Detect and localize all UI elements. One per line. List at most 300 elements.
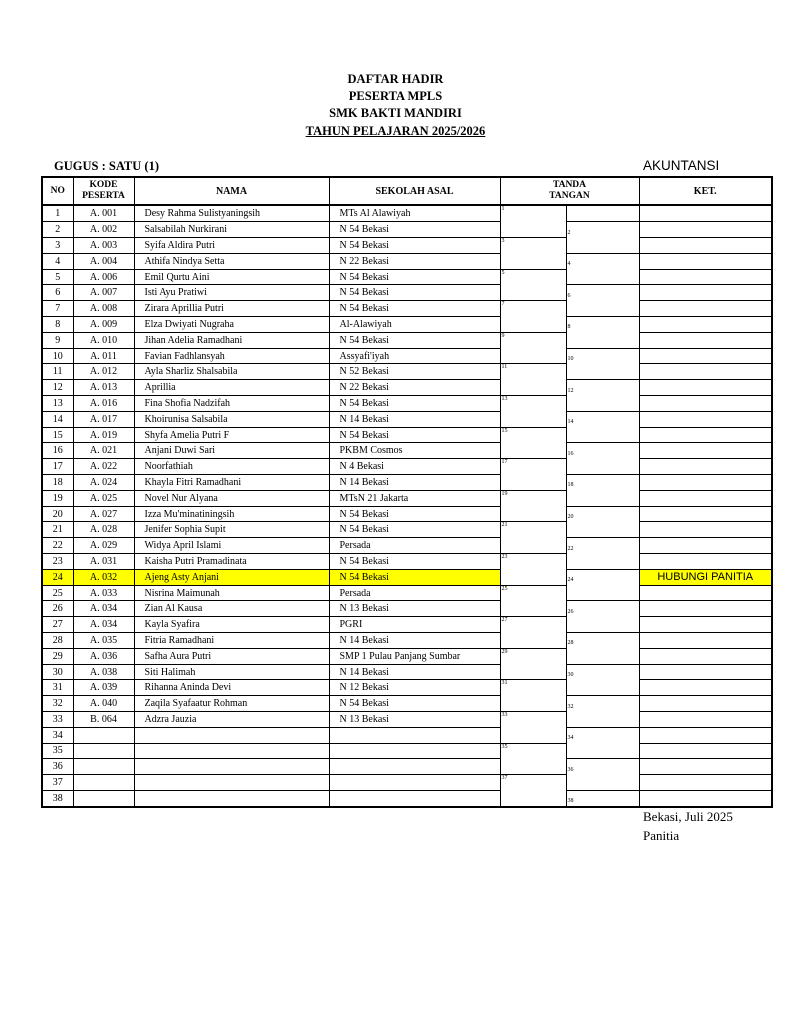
row-ket bbox=[639, 443, 772, 459]
row-sekolah: N 54 Bekasi bbox=[329, 506, 500, 522]
row-kode bbox=[73, 759, 134, 775]
row-kode: A. 035 bbox=[73, 633, 134, 649]
row-no: 33 bbox=[42, 712, 73, 728]
row-nama: Khoirunisa Salsabila bbox=[134, 411, 329, 427]
signature-cell-left bbox=[500, 633, 566, 649]
row-sekolah: N 12 Bekasi bbox=[329, 680, 500, 696]
signature-cell-right bbox=[566, 238, 639, 254]
row-ket: HUBUNGI PANITIA bbox=[639, 569, 772, 585]
row-nama: Ayla Sharliz Shalsabila bbox=[134, 364, 329, 380]
row-sekolah: N 54 Bekasi bbox=[329, 332, 500, 348]
row-sekolah: N 13 Bekasi bbox=[329, 712, 500, 728]
row-kode: A. 024 bbox=[73, 475, 134, 491]
row-kode: A. 028 bbox=[73, 522, 134, 538]
row-kode: A. 021 bbox=[73, 443, 134, 459]
row-kode: A. 003 bbox=[73, 238, 134, 254]
row-ket bbox=[639, 743, 772, 759]
signature-cell-left bbox=[500, 348, 566, 364]
signature-cell-left: 37 bbox=[500, 775, 566, 791]
signature-cell-left bbox=[500, 506, 566, 522]
row-no: 38 bbox=[42, 790, 73, 807]
row-no: 21 bbox=[42, 522, 73, 538]
signature-cell-left: 3 bbox=[500, 238, 566, 254]
table-row bbox=[42, 364, 772, 380]
table-row bbox=[42, 411, 772, 427]
row-no: 14 bbox=[42, 411, 73, 427]
row-ket bbox=[639, 522, 772, 538]
row-nama: Anjani Duwi Sari bbox=[134, 443, 329, 459]
row-ket bbox=[639, 317, 772, 333]
row-nama: Safha Aura Putri bbox=[134, 648, 329, 664]
table-row bbox=[42, 601, 772, 617]
row-kode: A. 040 bbox=[73, 696, 134, 712]
signature-cell-left: 7 bbox=[500, 301, 566, 317]
row-no: 18 bbox=[42, 475, 73, 491]
row-kode: A. 017 bbox=[73, 411, 134, 427]
row-ket bbox=[639, 712, 772, 728]
title-line-3: SMK BAKTI MANDIRI bbox=[329, 106, 462, 120]
row-no: 12 bbox=[42, 380, 73, 396]
row-sekolah: N 22 Bekasi bbox=[329, 253, 500, 269]
row-nama: Fitria Ramadhani bbox=[134, 633, 329, 649]
jurusan-label: AKUNTANSI bbox=[643, 158, 720, 173]
title-line-2: PESERTA MPLS bbox=[348, 89, 443, 103]
col-sekolah: SEKOLAH ASAL bbox=[329, 177, 500, 205]
row-nama: Rihanna Aninda Devi bbox=[134, 680, 329, 696]
row-ket bbox=[639, 269, 772, 285]
row-no: 29 bbox=[42, 648, 73, 664]
row-sekolah: N 54 Bekasi bbox=[329, 427, 500, 443]
row-kode: A. 029 bbox=[73, 538, 134, 554]
signature-cell-right bbox=[566, 712, 639, 728]
row-ket bbox=[639, 617, 772, 633]
row-kode: A. 036 bbox=[73, 648, 134, 664]
table-row bbox=[42, 617, 772, 633]
signature-cell-left: 11 bbox=[500, 364, 566, 380]
row-nama: Zaqila Syafaatur Rohman bbox=[134, 696, 329, 712]
signature-cell-left bbox=[500, 790, 566, 807]
row-sekolah: N 54 Bekasi bbox=[329, 554, 500, 570]
row-nama: Ajeng Asty Anjani bbox=[134, 569, 329, 585]
signature-cell-left: 23 bbox=[500, 554, 566, 570]
table-row bbox=[42, 205, 772, 222]
row-kode: A. 032 bbox=[73, 569, 134, 585]
signature-cell-left: 9 bbox=[500, 332, 566, 348]
row-ket bbox=[639, 538, 772, 554]
table-row bbox=[42, 790, 772, 807]
row-kode: A. 006 bbox=[73, 269, 134, 285]
signature-cell-right: 16 bbox=[566, 443, 639, 459]
footer-signer: Panitia bbox=[643, 828, 680, 843]
row-kode: A. 039 bbox=[73, 680, 134, 696]
row-no: 25 bbox=[42, 585, 73, 601]
row-kode bbox=[73, 790, 134, 807]
row-ket bbox=[639, 648, 772, 664]
table-row bbox=[42, 712, 772, 728]
row-nama: Noorfathiah bbox=[134, 459, 329, 475]
row-ket bbox=[639, 696, 772, 712]
row-no: 10 bbox=[42, 348, 73, 364]
row-kode: A. 034 bbox=[73, 601, 134, 617]
signature-cell-left bbox=[500, 538, 566, 554]
signature-cell-right bbox=[566, 743, 639, 759]
row-kode: A. 038 bbox=[73, 664, 134, 680]
row-nama: Shyfa Amelia Putri F bbox=[134, 427, 329, 443]
signature-cell-right bbox=[566, 269, 639, 285]
row-nama: Zian Al Kausa bbox=[134, 601, 329, 617]
row-nama bbox=[134, 759, 329, 775]
signature-cell-left bbox=[500, 222, 566, 238]
row-ket bbox=[639, 253, 772, 269]
row-nama bbox=[134, 727, 329, 743]
signature-cell-left bbox=[500, 569, 566, 585]
row-sekolah: PKBM Cosmos bbox=[329, 443, 500, 459]
signature-cell-right bbox=[566, 585, 639, 601]
row-kode: A. 027 bbox=[73, 506, 134, 522]
row-ket bbox=[639, 364, 772, 380]
row-nama: Desy Rahma Sulistyaningsih bbox=[134, 205, 329, 222]
row-ket bbox=[639, 459, 772, 475]
row-no: 5 bbox=[42, 269, 73, 285]
row-ket bbox=[639, 490, 772, 506]
row-nama: Adzra Jauzia bbox=[134, 712, 329, 728]
signature-cell-right: 4 bbox=[566, 253, 639, 269]
row-nama bbox=[134, 790, 329, 807]
row-sekolah: PGRI bbox=[329, 617, 500, 633]
row-kode: A. 012 bbox=[73, 364, 134, 380]
row-ket bbox=[639, 727, 772, 743]
row-ket bbox=[639, 380, 772, 396]
row-sekolah: Assyafi'iyah bbox=[329, 348, 500, 364]
row-sekolah: N 54 Bekasi bbox=[329, 522, 500, 538]
row-sekolah: N 54 Bekasi bbox=[329, 222, 500, 238]
row-sekolah bbox=[329, 727, 500, 743]
title-line-1: DAFTAR HADIR bbox=[347, 72, 444, 86]
row-ket bbox=[639, 601, 772, 617]
row-ket bbox=[639, 301, 772, 317]
row-sekolah: N 13 Bekasi bbox=[329, 601, 500, 617]
col-ket: KET. bbox=[639, 177, 772, 205]
row-sekolah: N 52 Bekasi bbox=[329, 364, 500, 380]
signature-cell-left: 25 bbox=[500, 585, 566, 601]
row-kode: A. 031 bbox=[73, 554, 134, 570]
signature-cell-right bbox=[566, 775, 639, 791]
row-ket bbox=[639, 285, 772, 301]
table-row bbox=[42, 633, 772, 649]
table-row bbox=[42, 222, 772, 238]
row-ket bbox=[639, 633, 772, 649]
signature-cell-left: 13 bbox=[500, 396, 566, 412]
table-row bbox=[42, 538, 772, 554]
row-no: 30 bbox=[42, 664, 73, 680]
row-nama: Zirara Aprillia Putri bbox=[134, 301, 329, 317]
row-nama: Salsabilah Nurkirani bbox=[134, 222, 329, 238]
table-row bbox=[42, 585, 772, 601]
signature-cell-left: 27 bbox=[500, 617, 566, 633]
col-tanda-line-2: TANGAN bbox=[549, 191, 590, 201]
row-ket bbox=[639, 759, 772, 775]
row-kode: A. 008 bbox=[73, 301, 134, 317]
table-row bbox=[42, 554, 772, 570]
table-row bbox=[42, 427, 772, 443]
row-nama: Fina Shofia Nadzifah bbox=[134, 396, 329, 412]
row-ket bbox=[639, 664, 772, 680]
row-sekolah: N 22 Bekasi bbox=[329, 380, 500, 396]
row-kode: A. 004 bbox=[73, 253, 134, 269]
row-sekolah: N 14 Bekasi bbox=[329, 411, 500, 427]
row-nama: Nisrina Maimunah bbox=[134, 585, 329, 601]
table-row bbox=[42, 727, 772, 743]
row-nama: Siti Halimah bbox=[134, 664, 329, 680]
table-body bbox=[42, 205, 772, 807]
row-ket bbox=[639, 396, 772, 412]
row-ket bbox=[639, 790, 772, 807]
row-nama bbox=[134, 743, 329, 759]
signature-cell-left: 29 bbox=[500, 648, 566, 664]
row-kode: A. 009 bbox=[73, 317, 134, 333]
row-nama: Syifa Aldira Putri bbox=[134, 238, 329, 254]
signature-cell-left bbox=[500, 411, 566, 427]
row-sekolah: N 54 Bekasi bbox=[329, 301, 500, 317]
signature-cell-right: 22 bbox=[566, 538, 639, 554]
table-row bbox=[42, 253, 772, 269]
signature-cell-right: 14 bbox=[566, 411, 639, 427]
row-kode: A. 033 bbox=[73, 585, 134, 601]
table-row bbox=[42, 285, 772, 301]
table-row bbox=[42, 396, 772, 412]
col-tanda-line-1: TANDA bbox=[552, 180, 587, 190]
signature-cell-left bbox=[500, 759, 566, 775]
row-no: 37 bbox=[42, 775, 73, 791]
row-no: 27 bbox=[42, 617, 73, 633]
table-row bbox=[42, 696, 772, 712]
row-kode: A. 007 bbox=[73, 285, 134, 301]
table-row bbox=[42, 522, 772, 538]
row-no: 22 bbox=[42, 538, 73, 554]
row-ket bbox=[639, 348, 772, 364]
row-sekolah: N 54 Bekasi bbox=[329, 696, 500, 712]
col-kode bbox=[73, 177, 134, 205]
signature-cell-right: 18 bbox=[566, 475, 639, 491]
signature-cell-left: 35 bbox=[500, 743, 566, 759]
table-row bbox=[42, 680, 772, 696]
row-no: 11 bbox=[42, 364, 73, 380]
table-row bbox=[42, 775, 772, 791]
row-nama: Izza Mu'minatiningsih bbox=[134, 506, 329, 522]
table-row bbox=[42, 569, 772, 585]
signature-cell-left bbox=[500, 380, 566, 396]
row-kode: A. 013 bbox=[73, 380, 134, 396]
row-nama: Jihan Adelia Ramadhani bbox=[134, 332, 329, 348]
row-nama: Athifa Nindya Setta bbox=[134, 253, 329, 269]
row-no: 9 bbox=[42, 332, 73, 348]
row-nama: Novel Nur Alyana bbox=[134, 490, 329, 506]
col-kode-line-1: KODE bbox=[89, 180, 118, 190]
signature-cell-left bbox=[500, 664, 566, 680]
row-no: 3 bbox=[42, 238, 73, 254]
signature-cell-left bbox=[500, 253, 566, 269]
signature-cell-right bbox=[566, 459, 639, 475]
row-no: 26 bbox=[42, 601, 73, 617]
signature-cell-right bbox=[566, 554, 639, 570]
table-row bbox=[42, 664, 772, 680]
row-sekolah bbox=[329, 743, 500, 759]
signature-cell-right bbox=[566, 490, 639, 506]
col-kode-line-2: PESERTA bbox=[82, 191, 125, 201]
row-ket bbox=[639, 332, 772, 348]
table-row bbox=[42, 759, 772, 775]
table-row bbox=[42, 490, 772, 506]
row-kode: B. 064 bbox=[73, 712, 134, 728]
row-sekolah: N 14 Bekasi bbox=[329, 475, 500, 491]
col-no: NO bbox=[42, 177, 73, 205]
row-no: 36 bbox=[42, 759, 73, 775]
table-row bbox=[42, 269, 772, 285]
signature-cell-right: 8 bbox=[566, 317, 639, 333]
signature-cell-right bbox=[566, 680, 639, 696]
row-sekolah bbox=[329, 790, 500, 807]
row-kode: A. 019 bbox=[73, 427, 134, 443]
row-nama: Kaisha Putri Pramadinata bbox=[134, 554, 329, 570]
row-no: 13 bbox=[42, 396, 73, 412]
row-ket bbox=[639, 222, 772, 238]
row-sekolah: N 14 Bekasi bbox=[329, 664, 500, 680]
signature-cell-right: 12 bbox=[566, 380, 639, 396]
signature-cell-left: 21 bbox=[500, 522, 566, 538]
signature-cell-right: 36 bbox=[566, 759, 639, 775]
row-no: 16 bbox=[42, 443, 73, 459]
row-ket bbox=[639, 475, 772, 491]
row-kode: A. 002 bbox=[73, 222, 134, 238]
row-nama: Kayla Syafira bbox=[134, 617, 329, 633]
row-no: 20 bbox=[42, 506, 73, 522]
table-row bbox=[42, 506, 772, 522]
row-no: 4 bbox=[42, 253, 73, 269]
row-kode bbox=[73, 727, 134, 743]
row-no: 19 bbox=[42, 490, 73, 506]
signature-cell-right: 10 bbox=[566, 348, 639, 364]
row-nama: Widya April Islami bbox=[134, 538, 329, 554]
table-row bbox=[42, 301, 772, 317]
row-ket bbox=[639, 238, 772, 254]
row-no: 35 bbox=[42, 743, 73, 759]
signature-cell-left bbox=[500, 443, 566, 459]
row-sekolah: N 54 Bekasi bbox=[329, 269, 500, 285]
table-row bbox=[42, 380, 772, 396]
signature-cell-right bbox=[566, 205, 639, 222]
signature-cell-right: 20 bbox=[566, 506, 639, 522]
row-nama: Isti Ayu Pratiwi bbox=[134, 285, 329, 301]
row-ket bbox=[639, 427, 772, 443]
row-kode: A. 001 bbox=[73, 205, 134, 222]
signature-cell-right bbox=[566, 522, 639, 538]
signature-cell-right: 32 bbox=[566, 696, 639, 712]
title-line-4: TAHUN PELAJARAN 2025/2026 bbox=[305, 124, 486, 138]
table-row bbox=[42, 348, 772, 364]
table-row bbox=[42, 238, 772, 254]
signature-cell-right bbox=[566, 427, 639, 443]
row-no: 15 bbox=[42, 427, 73, 443]
table-header-row bbox=[42, 177, 772, 205]
footer-place-date: Bekasi, Juli 2025 bbox=[643, 809, 733, 824]
row-no: 24 bbox=[42, 569, 73, 585]
row-ket bbox=[639, 680, 772, 696]
row-nama: Emil Qurtu Aini bbox=[134, 269, 329, 285]
row-no: 28 bbox=[42, 633, 73, 649]
signature-cell-left: 15 bbox=[500, 427, 566, 443]
row-sekolah bbox=[329, 775, 500, 791]
row-sekolah: N 4 Bekasi bbox=[329, 459, 500, 475]
signature-cell-right: 24 bbox=[566, 569, 639, 585]
signature-cell-right: 38 bbox=[566, 790, 639, 807]
row-no: 34 bbox=[42, 727, 73, 743]
signature-cell-right: 30 bbox=[566, 664, 639, 680]
signature-cell-left bbox=[500, 475, 566, 491]
row-no: 17 bbox=[42, 459, 73, 475]
row-sekolah: N 54 Bekasi bbox=[329, 569, 500, 585]
col-nama: NAMA bbox=[134, 177, 329, 205]
row-no: 7 bbox=[42, 301, 73, 317]
row-ket bbox=[639, 775, 772, 791]
signature-cell-right: 2 bbox=[566, 222, 639, 238]
row-sekolah: Persada bbox=[329, 538, 500, 554]
row-sekolah: MTsN 21 Jakarta bbox=[329, 490, 500, 506]
row-sekolah bbox=[329, 759, 500, 775]
row-nama: Favian Fadhlansyah bbox=[134, 348, 329, 364]
signature-cell-right: 28 bbox=[566, 633, 639, 649]
signature-cell-right: 34 bbox=[566, 727, 639, 743]
row-nama: Jenifer Sophia Supit bbox=[134, 522, 329, 538]
signature-cell-right bbox=[566, 396, 639, 412]
signature-cell-left: 19 bbox=[500, 490, 566, 506]
row-nama bbox=[134, 775, 329, 791]
row-nama: Khayla Fitri Ramadhani bbox=[134, 475, 329, 491]
row-ket bbox=[639, 205, 772, 222]
row-sekolah: Al-Alawiyah bbox=[329, 317, 500, 333]
row-ket bbox=[639, 554, 772, 570]
signature-cell-right bbox=[566, 301, 639, 317]
table-row bbox=[42, 443, 772, 459]
signature-cell-right bbox=[566, 332, 639, 348]
signature-cell-left: 17 bbox=[500, 459, 566, 475]
signature-cell-left bbox=[500, 601, 566, 617]
table-row bbox=[42, 648, 772, 664]
col-tanda-tangan bbox=[500, 177, 639, 205]
row-nama: Aprillia bbox=[134, 380, 329, 396]
signature-cell-left: 1 bbox=[500, 205, 566, 222]
row-no: 2 bbox=[42, 222, 73, 238]
row-kode: A. 010 bbox=[73, 332, 134, 348]
row-nama: Elza Dwiyati Nugraha bbox=[134, 317, 329, 333]
row-ket bbox=[639, 411, 772, 427]
attendance-table bbox=[41, 176, 773, 808]
row-no: 6 bbox=[42, 285, 73, 301]
row-sekolah: N 54 Bekasi bbox=[329, 396, 500, 412]
row-ket bbox=[639, 585, 772, 601]
signature-cell-right bbox=[566, 648, 639, 664]
row-sekolah: N 54 Bekasi bbox=[329, 285, 500, 301]
signature-cell-right: 6 bbox=[566, 285, 639, 301]
row-kode: A. 016 bbox=[73, 396, 134, 412]
signature-cell-left: 5 bbox=[500, 269, 566, 285]
row-kode: A. 022 bbox=[73, 459, 134, 475]
signature-cell-left bbox=[500, 727, 566, 743]
row-kode: A. 034 bbox=[73, 617, 134, 633]
row-sekolah: Persada bbox=[329, 585, 500, 601]
row-kode bbox=[73, 775, 134, 791]
row-sekolah: SMP 1 Pulau Panjang Sumbar bbox=[329, 648, 500, 664]
row-sekolah: N 54 Bekasi bbox=[329, 238, 500, 254]
